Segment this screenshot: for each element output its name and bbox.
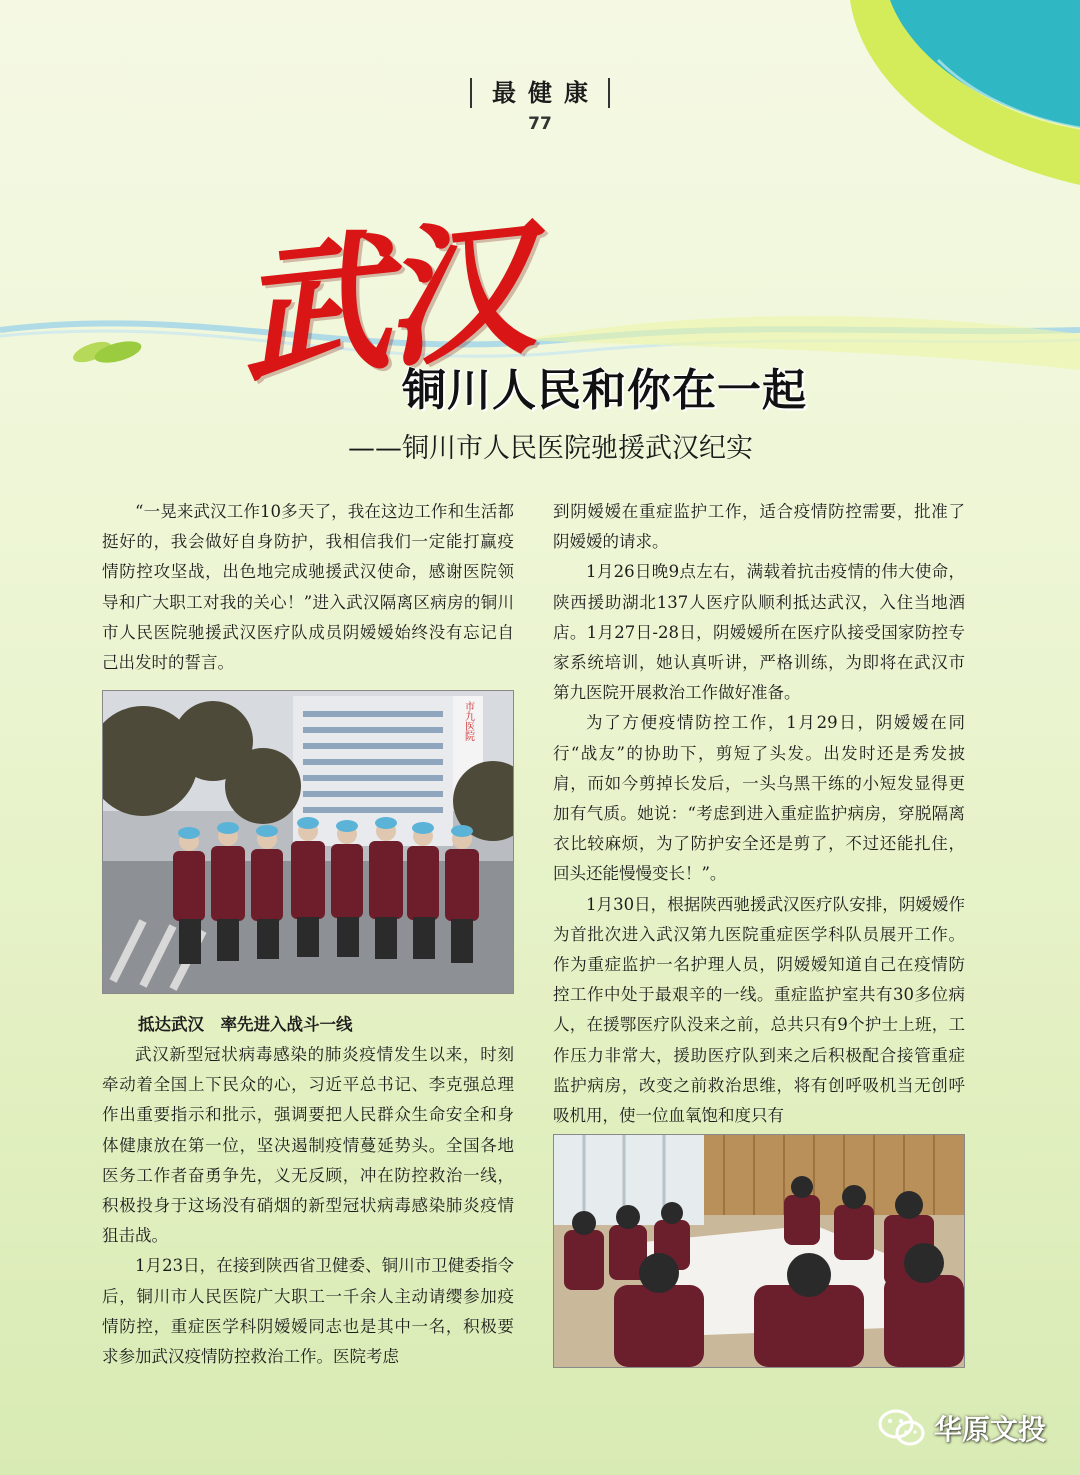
subtitle: 铜川人民和你在一起 (402, 365, 807, 416)
hospital-sign-text: 市九医院 (462, 701, 474, 741)
section-heading: 抵达武汉 率先进入战斗一线 (138, 1015, 353, 1034)
right-paragraph-3: 1月30日，根据陕西驰援武汉医疗队安排，阴嫒嫒作为首批次进入武汉第九医院重症医学科队员展开工作。作为重症监护一名护理人员，阴嫒嫒知道自己在疫情防控工作中处于最艰辛的一线。重症监护室共有30多位病人，在援鄂医疗队没来之前，总共只有9个护士上班，工作压力非常大，援助医疗队到来之后积极配合接管重症监护病房，改变之前救治思维，将有创呼吸机当无创呼吸机用，使一位血氧饱和度只有 (553, 894, 965, 1126)
left-paragraph-1: 武汉新型冠状病毒感染的肺炎疫情发生以来，时刻牵动着全国上下民众的心，习近平总书记、李克强总理作出重要指示和批示，强调要把人民群众生命安全和身体健康放在第一位，坚决遏制疫情蔓延势头。全国各地医务工作者奋勇争先，义无反顾，冲在防控救治一线，积极投身于这场没有硝烟的新型冠状病毒感染肺炎疫情狙击战。 (102, 1045, 514, 1246)
right-paragraph-2: 为了方便疫情防控工作，1月29日，阴嫒嫒在同行“战友”的协助下，剪短了头发。出发时还是秀发披肩，而如今剪掉长发后，一头乌黑干练的小短发显得更加有气质。她说：“考虑到进入重症监护病房，穿脱隔离衣比较麻烦，为了防护安全还是剪了，不过还能扎住，回头还能慢慢变长！”。 (553, 713, 965, 884)
article-right-column (553, 497, 965, 1131)
right-paragraph-1: 1月26日晚9点左右，满载着抗击疫情的伟大使命，陕西援助湖北137人医疗队顺利抵达武汉，入住当地酒店。1月27日-28日，阴嫒嫒所在医疗队接受国家防控专家系统培训，她认真听讲，严格训练，为即将在武汉市第九医院开展救治工作做好准备。 (553, 562, 965, 703)
right-continuation: 到阴嫒嫒在重症监护工作，适合疫情防控需要，批准了阴嫒嫒的请求。 (553, 502, 965, 552)
wechat-icon (878, 1408, 926, 1448)
watermark (878, 1408, 1046, 1448)
deck-line: ——铜川市人民医院驰援武汉纪实 (348, 433, 753, 464)
article-left-lower (102, 1010, 514, 1372)
watermark-text: 华原文投 (933, 1413, 1046, 1446)
team-arrival-photo (102, 690, 514, 994)
page-number: 77 (528, 114, 552, 134)
column-header (0, 78, 1080, 134)
intro-paragraph: “一晃来武汉工作10多天了，我在这边工作和生活都挺好的，我会做好自身防护，我相信我们一定能打赢疫情防控攻坚战，出色地完成驰援武汉使命，感谢医院领导和广大职工对我的关心！”进入武汉隔离区病房的铜川市人民医院驰援武汉医疗队成员阴嫒嫒始终没有忘记自己出发时的誓言。 (102, 502, 514, 673)
column-name: 最健康 (470, 78, 610, 108)
left-paragraph-2: 1月23日，在接到陕西省卫健委、铜川市卫健委指令后，铜川市人民医院广大职工一千余人主动请缨参加疫情防控，重症医学科阴嫒嫒同志也是其中一名，积极要求参加武汉疫情防控救治工作。医院考虑 (102, 1256, 514, 1367)
meeting-room-photo (553, 1134, 965, 1368)
article-intro (102, 497, 514, 678)
main-title: 武汉 (229, 199, 535, 405)
